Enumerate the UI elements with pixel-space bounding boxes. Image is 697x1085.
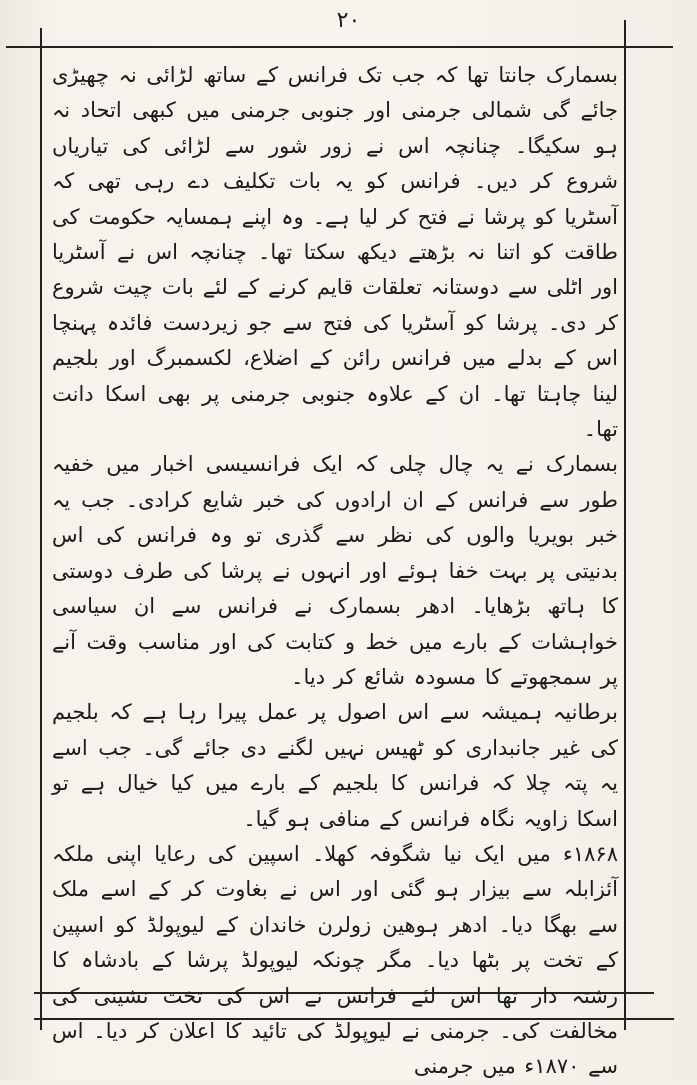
- top-rule: [6, 46, 673, 48]
- right-margin-rule: [624, 20, 626, 1030]
- left-margin-rule: [40, 28, 42, 1030]
- body-text: [52, 58, 618, 1085]
- paragraph: ۱۸۶۸ء میں ایک نیا شگوفہ کھلا۔ اسپین کی رعایا اپنی ملکہ آئزابلہ سے بیزار ہو گئی اور اس نے بغاوت کر کے اسے ملک سے بھگا دیا۔ ادھر ہوھین زولرن خاندان کے لیوپولڈ کو اسپین کے تخت پر بٹھا دیا۔ مگر چونکہ لیوپولڈ پرشا کے بادشاہ کا رشتہ دار تھا اس لئے فرانس نے اس کی تخت نشینی کی مخالفت کی۔ جرمنی نے لیوپولڈ کی تائید کا اعلان کر دیا۔ اس سے ۱۸۷۰ء میں جرمنی: [52, 841, 618, 1079]
- paragraph: بسمارک نے یہ چال چلی کہ ایک فرانسیسی اخبار میں خفیہ طور سے فرانس کے ان ارادوں کی خبر شایع کرادی۔ جب یہ خبر بویریا والوں کی نظر سے گذری تو وہ فرانس کی اس بدنیتی پر بہت خفا ہوئے اور انہوں نے پرشا کی طرف دوستی کا ہاتھ بڑھایا۔ ادھر بسمارک نے فرانس سے ان سیاسی خواہشات کے بارے میں خط و کتابت کی اور مناسب وقت آنے پر سمجھوتے کا مسودہ شائع کر دیا۔: [52, 452, 618, 689]
- page-number: ۲۰: [336, 8, 361, 33]
- paragraph: بسمارک جانتا تھا کہ جب تک فرانس کے ساتھ لڑائی نہ چھیڑی جائے گی شمالی جرمنی اور جنوبی جرمنی میں کبھی اتحاد نہ ہو سکیگا۔ چنانچہ اس نے زور شور سے لڑائی کی تیاریاں شروع کر دیں۔ فرانس کو یہ بات تکلیف دے رہی تھی کہ آسٹریا کو پرشا نے فتح کر لیا ہے۔ وہ اپنے ہمسایہ حکومت کی طاقت کو اتنا نہ بڑھتے دیکھ سکتا تھا۔ چنانچہ اس نے آسٹریا اور اٹلی سے دوستانہ تعلقات قایم کرنے کے لئے بات چیت شروع کر دی۔ پرشا کو آسٹریا کی فتح سے جو زیردست فائدہ پہنچا اس کے بدلے میں فرانس رائن کے اضلاع، لکسمبرگ اور بلجیم لینا چاہتا تھا۔ ان کے علاوہ جنوبی جرمنی پر بھی اسکا دانت تھا۔: [52, 63, 618, 442]
- paragraph: برطانیہ ہمیشہ سے اس اصول پر عمل پیرا رہا ہے کہ بلجیم کی غیر جانبداری کو ٹھیس نہیں لگنے دی جائے گی۔ جب اسے یہ پتہ چلا کہ فرانس کا بلجیم کے بارے میں کیا خیال ہے تو اسکا زاویہ نگاہ فرانس کے منافی ہو گیا۔: [52, 700, 618, 831]
